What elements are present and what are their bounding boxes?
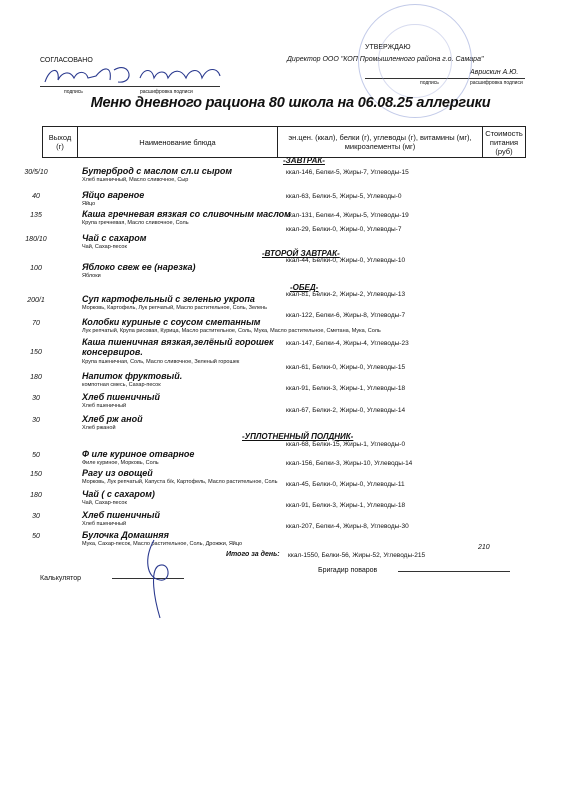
list-item: 50 Булочка Домашняя Мука, Сахар-песок, Масло растительное, Соль, Дрожжи, Яйцо ккал-207, Белки-4, Жиры-8, Углеводы-30 <box>32 523 409 547</box>
section-title: -УПЛОТНЕННЫЙ ПОЛДНИК- <box>242 432 354 441</box>
list-item: 30 Хлеб пшеничный Хлеб пшеничный ккал-91, Белки-3, Жиры-1, Углеводы-18 <box>32 502 406 527</box>
list-item: 50 Ф иле куриное отварное Филе куриное, Морковь, Соль ккал-68, Белки-15, Жиры-1, Углеводы-0 <box>32 441 406 466</box>
list-item: 100 Яблоко свеж ее (нарезка) Яблоки ккал-44, Белки-0, Жиры-0, Углеводы-10 <box>30 257 406 279</box>
list-item: 150 Каша пшеничная вязкая,зелёный горошек консервиров. Крупа пшеничная, Соль, Масло сливочное, Зеленый горошек ккал-147, Белки-4, Жиры-4, Углеводы-23 <box>30 337 409 365</box>
list-item: 30 Хлеб рж аной Хлеб ржаной ккал-67, Белки-2, Жиры-0, Углеводы-14 <box>32 407 406 431</box>
signature-calc <box>136 538 182 620</box>
header-output: Выход (г) <box>43 127 78 158</box>
header-cost: Стоимость питания (руб) <box>483 127 526 158</box>
list-item: 200/1 Суп картофельный с зеленью укропа Морковь, Картофель, Лук репчатый, Масло растительное, Соль, Зелень ккал-81, Белки-2, Жиры-2, Углеводы-13 <box>27 291 406 311</box>
section-title: -ОБЕД- <box>290 283 319 292</box>
header-nutrition: эн.цен. (ккал), белки (г), углеводы (г), витамины (мг), микроэлементы (мг) <box>278 127 483 158</box>
approval-right-name: Аврискин А.Ю. <box>470 69 519 76</box>
right-sig-caption: подпись <box>420 80 439 86</box>
section-title: -ВТОРОЙ ЗАВТРАК- <box>262 249 340 258</box>
approval-right-position: Директор ООО "КОП Промышленного района г.о. Самара" <box>287 56 484 63</box>
total-cost: 210 <box>478 544 490 551</box>
list-item: 40 Яйцо вареное Яйцо ккал-63, Белки-5, Жиры-5, Углеводы-0 <box>32 190 402 207</box>
approval-right-title: УТВЕРЖДАЮ <box>365 44 411 51</box>
left-decode-caption: расшифровка подписи <box>140 89 193 95</box>
signature-left <box>40 62 225 88</box>
list-item: 180/10 Чай с сахаром Чай, Сахар-песок ккал-29, Белки-0, Жиры-0, Углеводы-7 <box>25 226 402 250</box>
list-item: 135 Каша гречневая вязкая со сливочным маслом Крупа гречневая, Масло сливочное, Соль ккал-131, Белки-4, Жиры-5, Углеводы-19 <box>30 209 409 226</box>
approval-left-title: СОГЛАСОВАНО <box>40 57 93 64</box>
menu-title: Меню дневного рациона 80 школа на 06.08.25 аллергики <box>90 95 491 111</box>
calc-label: Калькулятор <box>40 575 81 582</box>
list-item: 30 Хлеб пшеничный Хлеб пшеничный ккал-91, Белки-3, Жиры-1, Углеводы-18 <box>32 385 406 409</box>
stamp-seal-inner <box>378 24 452 98</box>
menu-table-header <box>42 126 526 158</box>
total-label: Итого за день: <box>226 551 280 558</box>
right-decode-caption: расшифровка подписи <box>470 80 523 86</box>
total-nutrition: ккал-1550, Белки-56, Жиры-52, Углеводы-215 <box>288 552 426 559</box>
chef-label: Бригадир поваров <box>318 567 378 574</box>
list-item: 30/5/10 Бутерброд с маслом сл.и сыром Хлеб пшеничный, Масло сливочное, Сыр ккал-146, Белки-5, Жиры-7, Углеводы-15 <box>24 166 409 183</box>
header-dish: Наименование блюда <box>78 127 278 158</box>
list-item: 70 Колобки куриные с соусом сметанным Лук репчатый, Крупа рисовая, Курица, Масло растительное, Соль, Мука, Масло растительное, Сметана, Мука, Соль ккал-122, Белки-6, Жиры-8, Углеводы-7 <box>32 312 406 334</box>
left-sig-caption: подпись <box>64 89 83 95</box>
list-item: 180 Чай ( с сахаром) Чай, Сахар-песок ккал-45, Белки-0, Жиры-0, Углеводы-11 <box>30 481 405 506</box>
list-item: 180 Напиток фруктовый. компотная смесь, Сахар-песок ккал-61, Белки-0, Жиры-0, Углеводы-15 <box>30 364 406 388</box>
section-title: -ЗАВТРАК- <box>283 156 325 165</box>
list-item: 150 Рагу из овощей Морковь, Лук репчатый, Капуста б/к, Картофель, Масло растительное, Соль ккал-156, Белки-3, Жиры-10, Углеводы-14 <box>30 460 413 485</box>
